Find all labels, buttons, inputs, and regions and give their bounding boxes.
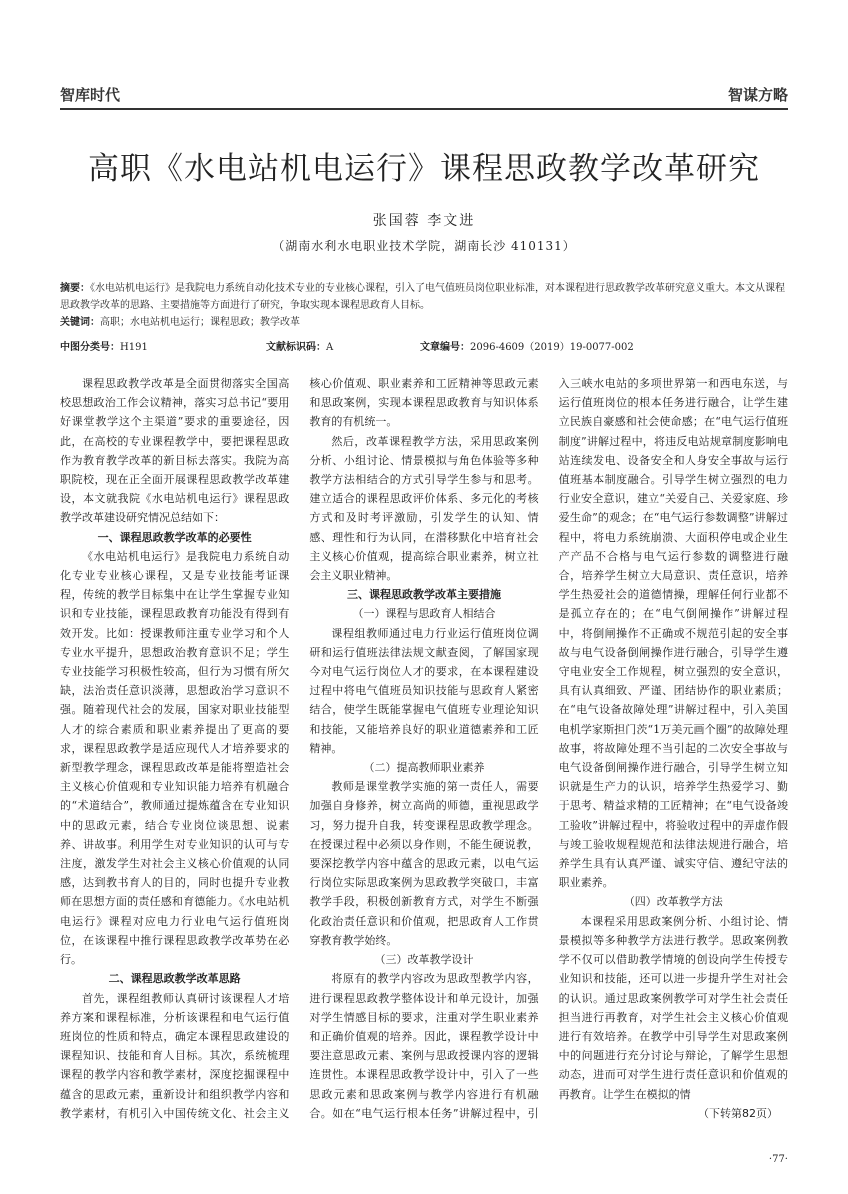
subsection-heading: （二）提高教师职业素养 (363, 761, 485, 775)
section-heading: 二、课程思政教学改革思路 (108, 972, 241, 986)
article-no-label: 文章编号： (420, 342, 470, 353)
authors: 张国蓉 李文进 (372, 213, 476, 229)
body-paragraph: 将原有的教学内容改为思政型教学内容，进行课程思政教学整体设计和单元设计，加强对学生情感目标的要求，注重对学生职业素养和正确价值观的培养。因此，课程教学设计中要注意思政元素、案例与思政授课内容的逻辑连贯性。本课程思政教学设计中，引入了一些思政元素和思政案例与教学内容进行有机融合。如在“电气运行根本任务”讲解过程中，引入三峡水电站的多项世界第一和西电东送，与运行值班岗位的根本任务进行融合，让学生建立民族自豪感和社会使命感；在“电气运行值班制度”讲解过程中，将违反电站规章制度影响电站连续发电、设备安全和人身安全事故与运行值班基本制度融合。引导学生树立强烈的电力行业安全意识，建立“关爱自己、关爱家庭、珍爱生命”的观念；在“电气运行参数调整”讲解过程中，将电力系统崩溃、大面积停电或企业生产产品不合格与电气运行参数的调整进行融合，培养学生树立大局意识、责任意识，培养学生热爱社会的道德情操，理解任何行业都不是孤立存在的；在“电气倒闸操作”讲解过程中，将倒闸操作不正确或不规范引起的安全事故与电气设备倒闸操作进行融合，引导学生遵守电业安全工作规程，树立强烈的安全意识，具有认真细致、严谨、团结协作的职业素质；在“电气设备故障处理”讲解过程中，引入美国电机学家斯担门茨“1万美元画个圈”的故障处理故事，将故障处理不当引起的二次安全事故与电气设备倒闸操作进行融合，引导学生树立知识就是生产力的认识，培养学生热爱学习、勤于思考、精益求精的工匠精神；在“电气设备竣工验收”讲解过程中，将验收过程中的弄虚作假与竣工验收规程规范和法律法规进行融合，培养学生具有认真严谨、诚实守信、遵纪守法的职业素养。 (309, 377, 788, 1120)
body-paragraph: 课程组教师通过电力行业运行值班岗位调研和运行值班法律法规文献查阅，了解国家现今对电气运行岗位人才的要求，在本课程建设过程中将电气值班员知识技能与思政育人紧密结合，使学生既能掌握电气值班专业理论知识和技能，又能培养良好的职业道德素养和工匠精神。 (309, 626, 539, 755)
body-paragraph: 然后，改革课程教学方法，采用思政案例分析、小组讨论、情景模拟与角色体验等多种教学方法相结合的方式引导学生参与和思考。建立适合的课程思政评价体系、多元化的考核方式和及时考评激励，引发学生的认知、情感、理性和行为认同，在潜移默化中培育社会主义核心价值观，提高综合职业素养，树立社会主义职业精神。 (309, 434, 539, 583)
clc-number (60, 338, 148, 353)
body-paragraph: 课程思政教学改革是全面贯彻落实全国高校思想政治工作会议精神，落实习总书记“要用好课堂教学这个主渠道”要求的重要途径，因此，在高校的专业课程教学中，要把课程思政作为教育教学改革的新目标去落实。我院为高职院校，现在正全面开展课程思政教学改革建设，本文就我院《水电站机电运行》课程思政教学改革建设研究情况总结如下： (60, 377, 290, 525)
body-paragraph: 首先，课程组教师认真研讨该课程人才培养方案和课程标准，分析该课程和电气运行值班岗位的性质和特点，确定本课程思政建设的课程知识、技能和育人目标。其次，系统梳理课程的教学内容和教学素材，深度挖掘课程中蕴含的思政元素，重新设计和组织教学内容和教学素材，有机引入中国传统文化、社会主义核心价值观、职业素养和工匠精神等思政元素和思政案例，实现本课程思政教育与知识体系教育的有机统一。 (60, 377, 539, 1120)
doc-code-value: A (326, 342, 334, 353)
affiliation: （湖南水利水电职业技术学院，湖南长沙 410131） (272, 239, 576, 253)
subsection-heading: （三）改革教学设计 (374, 953, 474, 967)
article-title: 高职《水电站机电运行》课程思政教学改革研究 (88, 151, 760, 187)
body-paragraph: 教师是课堂教学实施的第一责任人，需要加强自身修养，树立高尚的师德，重视思政学习，努力提升自我，转变课程思政教学理念。在授课过程中必须以身作则，不能生硬说教，要深挖教学内容中蕴含的思政元素，以电气运行岗位实际思政案例为思政教学突破口，丰富教学手段，积极创新教育方式，对学生不断强化政治责任意识和价值观，把思政育人工作贯穿教育教学始终。 (309, 780, 539, 947)
subsection-heading: （一）课程与思政育人相结合 (352, 607, 496, 621)
section-heading: 一、课程思政教学改革的必要性 (97, 530, 252, 544)
page-number: ·77· (768, 1154, 788, 1165)
clc-value: H191 (120, 342, 148, 353)
abstract-block (60, 280, 788, 331)
clc-label: 中图分类号： (60, 342, 120, 353)
section-label-right: 智谋方略 (727, 86, 788, 104)
article-body (60, 374, 788, 1136)
header-rule (60, 108, 788, 110)
article-no-value: 2096-4609（2019）19-0077-002 (470, 342, 634, 353)
abstract-text: 《水电站机电运行》是我院电力系统自动化技术专业的专业核心课程，引入了电气值班员岗位职业标准，对本课程进行思政教学改革研究意义重大。本文从课程思政教学改革的思路、主要措施等方面进行了研究，争取实现本课程思政育人目标。 (60, 283, 785, 311)
section-heading: 三、课程思政教学改革主要措施 (346, 588, 501, 602)
continuation-note: （下转第82页） (697, 1106, 778, 1120)
doc-code-label: 文献标识码： (266, 342, 326, 353)
section-label-left: 智库时代 (60, 86, 121, 104)
subsection-heading: （四）改革教学方法 (623, 895, 723, 909)
article-number (420, 338, 634, 353)
document-code (266, 338, 333, 353)
keywords-text: 高职；水电站机电运行；课程思政；教学改革 (100, 317, 300, 328)
abstract-label: 摘要： (60, 283, 90, 294)
body-paragraph: 本课程采用思政案例分析、小组讨论、情景模拟等多种教学方法进行教学。思政案例教学不仅可以借助教学情境的创设向学生传授专业知识和技能，还可以进一步提升学生对社会的认识。通过思政案例教学可对学生社会责任担当进行再教育，对学生社会主义核心价值观进行有效培养。在教学中引导学生对思政案例中的问题进行充分讨论与辩论，了解学生思想动态，进而可对学生进行责任意识和价值观的再教育。让学生在模拟的情 (558, 914, 788, 1101)
body-paragraph: 《水电站机电运行》是我院电力系统自动化专业专业核心课程，又是专业技能考证课程，传统的教学目标集中在让学生掌握专业知识和专业技能，课程思政教育功能没有得到有效开发。比如：授课教师注重专业学习和个人专业水平提升，思想政治教育意识不足；学生专业技能学习积极性较高，但行为习惯有所欠缺，法治责任意识淡薄，思想政治学习意识不强。随着现代社会的发展，国家对职业技能型人才的综合素质和职业素养提出了更高的要求，课程思政教学是适应现代人才培养要求的新型教学理念，课程思政改革是能将塑造社会主义核心价值观和专业知识能力培养有机融合的“术道结合”，教师通过提炼蕴含在专业知识中的思政元素，结合专业岗位谈思想、说素养、讲故事。利用学生对专业知识的认可与专注度，激发学生对社会主义核心价值观的认同感，达到教书育人的目的，同时也提升专业教师在思想方面的责任感和育德能力。《水电站机电运行》课程对应电力行业电气运行值班岗位，在该课程中推行课程思政教学改革势在必行。 (60, 549, 290, 967)
keywords-label: 关键词： (60, 317, 100, 328)
